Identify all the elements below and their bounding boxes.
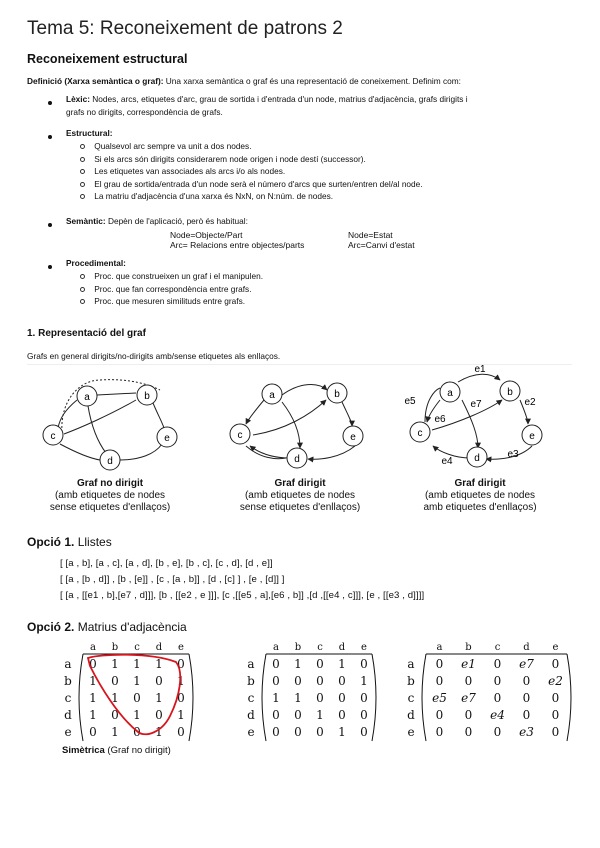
lexic-label: Lèxic:: [66, 94, 90, 104]
matrix-3-row-label: a: [407, 657, 415, 671]
graph1-label-c: c: [50, 431, 56, 442]
semantic-item: [66, 215, 248, 228]
graph1-label-e: e: [164, 433, 170, 444]
matrix-1-row-label: e: [64, 725, 72, 739]
matrix-2-header: e: [361, 642, 367, 653]
matrix-3-cell: e7: [461, 691, 476, 705]
matrix-2-cell: 1: [294, 691, 302, 705]
matrix-1-right-bracket: [189, 654, 193, 741]
matrix-3-cell: 0: [493, 674, 502, 688]
graph2-caption: Graf dirigit (amb etiquetes de nodes sense etiquetes d'enllaços): [239, 478, 361, 513]
matrix-3-header: e: [552, 642, 559, 653]
matrix-1-cell: 1: [155, 725, 163, 739]
matrix-1-cell: 0: [133, 691, 141, 705]
matrix-3-row-label: e: [407, 725, 415, 739]
matrix-3-cell: 0: [493, 691, 502, 705]
circle-bullet-icon: [80, 169, 85, 174]
edge-label-e1: e1: [474, 364, 486, 375]
bullet-icon: [48, 130, 52, 143]
matrix-1-header: b: [111, 642, 119, 653]
matrix-1-cell: 1: [133, 674, 141, 688]
section-heading: Reconeixement estructural: [27, 52, 188, 66]
circle-bullet-icon: [80, 182, 85, 187]
matrix-1-cell: 1: [89, 691, 97, 705]
semantic-col-1: [170, 230, 304, 250]
semantic-arc-change: Arc=Canvi d'estat: [348, 240, 415, 250]
graph1-label-a: a: [84, 392, 90, 403]
matrix-2-cell: 1: [360, 674, 368, 688]
matrix-3-cell: 0: [435, 674, 444, 688]
bullet-icon: [48, 96, 52, 109]
graph3-label-b: b: [507, 387, 513, 398]
semantic-text: Depèn de l'aplicació, però és habitual:: [105, 216, 248, 226]
graph2-label-c: c: [237, 430, 243, 441]
matrix-1-cell: 0: [89, 725, 97, 739]
matrix-3-cell: e4: [490, 708, 505, 722]
matrix-3-row-label: b: [407, 674, 415, 688]
representation-text: Grafs en general dirigits/no-dirigits amb/sense etiquetes als enllaços.: [27, 351, 281, 361]
matrix-2-cell: 1: [338, 657, 346, 671]
circle-bullet-icon: [80, 274, 85, 279]
matrix-1-header: e: [178, 642, 184, 653]
matrix-2-cell: 1: [294, 657, 302, 671]
semantic-arc-relation: Arc= Relacions entre objectes/parts: [170, 240, 305, 250]
matrix-3-row-label: c: [407, 691, 415, 705]
circle-bullet-icon: [80, 194, 85, 199]
matrix-1-row-label: c: [64, 691, 72, 705]
matrix-2-header: a: [273, 642, 279, 653]
option1-heading: Opció 1. Llistes: [27, 535, 112, 549]
lexic-text-1: Nodes, arcs, etiquetes d'arc, grau de sortida i d'entrada d'un node, matrius d'adjacència, grafs dirigits i: [89, 94, 468, 104]
edge-a-d: [88, 406, 106, 453]
representation-heading: 1. Representació del graf: [27, 328, 146, 339]
edge-a-b: [97, 393, 136, 395]
graph3-label-a: a: [447, 388, 453, 399]
matrix-2-cell: 0: [272, 674, 280, 688]
matrix-1-cell: 0: [89, 657, 97, 671]
procedimental-item: [66, 257, 126, 270]
matrix-1-cell: 1: [155, 657, 163, 671]
matrix-1-cell: 0: [177, 657, 185, 671]
matrix-3-cell: 0: [464, 708, 473, 722]
matrix-2-cell: 0: [294, 725, 302, 739]
matrix-3-cell: 0: [551, 691, 560, 705]
matrix-2-cell: 0: [316, 657, 324, 671]
lexic-item: [66, 93, 586, 118]
list-item: Proc. que fan correspondència entre grafs.: [80, 283, 263, 296]
matrix-3-header: a: [436, 642, 443, 653]
edge-label-e7: e7: [470, 399, 482, 410]
definition: [27, 75, 587, 87]
matrix-2-row-label: c: [247, 691, 255, 705]
matrix-2-row-label: e: [247, 725, 255, 739]
matrix-3-cell: 0: [493, 657, 502, 671]
matrix-3-cell: 0: [464, 674, 473, 688]
matrix-2-cell: 0: [316, 674, 324, 688]
matrix-2-cell: 0: [272, 708, 280, 722]
matrix-3-cell: 0: [464, 725, 473, 739]
symmetric-note: Simètrica (Graf no dirigit): [62, 745, 171, 756]
bullet-icon: [48, 218, 52, 231]
graph2-label-d: d: [294, 454, 300, 465]
matrix-1-cell: 1: [177, 708, 185, 722]
matrix-3-cell: 0: [493, 725, 502, 739]
edge-label-e6: e6: [434, 414, 446, 425]
matrix-3-cell: e2: [548, 674, 563, 688]
matrix-2-header: d: [338, 642, 346, 653]
matrix-1-cell: 0: [111, 674, 119, 688]
option2-heading: Opció 2. Matrius d'adjacència: [27, 620, 187, 634]
matrix-2-cell: 1: [272, 691, 280, 705]
matrix-2-cell: 0: [272, 657, 280, 671]
matrix-1-cell: 0: [155, 674, 163, 688]
definition-text: Una xarxa semàntica o graf és una representació de coneixement. Definim com:: [163, 76, 461, 86]
graph3-caption: Graf dirigit (amb etiquetes de nodes amb etiquetes d'enllaços): [423, 478, 537, 513]
graph3-label-e: e: [529, 431, 535, 442]
list-item: Si els arcs són dirigits considerarem node origen i node destí (successor).: [80, 153, 423, 166]
graph2-label-e: e: [350, 432, 356, 443]
matrix-1-cell: 1: [111, 657, 119, 671]
matrix-3-cell: 0: [435, 657, 444, 671]
estructural-list: [80, 140, 423, 203]
semantic-label: Semàntic:: [66, 216, 106, 226]
edge-label-e2: e2: [524, 397, 536, 408]
graph1-caption: Graf no dirigit (amb etiquetes de nodes sense etiquetes d'enllaços): [49, 478, 171, 513]
matrix-2-row-label: d: [247, 708, 255, 722]
lexic-text-2: grafs no dirigits, correspondència de grafs.: [66, 106, 223, 117]
semantic-col-2: [348, 230, 415, 250]
matrix-2-cell: 0: [360, 708, 368, 722]
matrix-2-cell: 1: [316, 708, 324, 722]
edge-b-e: [153, 403, 164, 428]
list-item: Proc. que mesuren similituds entre grafs.: [80, 295, 263, 308]
matrix-2-cell: 0: [294, 674, 302, 688]
matrix-3-cell: 0: [551, 657, 560, 671]
adjacency-matrices: [0, 636, 600, 746]
circle-bullet-icon: [80, 144, 85, 149]
procedimental-list: [80, 270, 263, 308]
matrix-1-cell: 1: [155, 691, 163, 705]
matrix-1-cell: 1: [111, 691, 119, 705]
matrix-1-header: a: [90, 642, 96, 653]
matrix-2-row-label: a: [247, 657, 255, 671]
matrix-3-cell: e1: [461, 657, 476, 671]
list-item: Qualsevol arc sempre va unit a dos nodes.: [80, 140, 423, 153]
matrix-1-row-label: a: [64, 657, 72, 671]
matrix-1-cell: 0: [155, 708, 163, 722]
matrix-1-row-label: b: [64, 674, 72, 688]
edge-label-e3: e3: [507, 449, 519, 460]
matrix-1-cell: 0: [177, 691, 185, 705]
matrix-3-right-bracket: [567, 654, 571, 741]
matrix-2-cell: 0: [272, 725, 280, 739]
graph3-label-d: d: [474, 453, 480, 464]
matrix-3-header: d: [523, 642, 530, 653]
matrix-3-cell: 0: [435, 725, 444, 739]
matrix-1-cell: 0: [177, 725, 185, 739]
estructural-label: Estructural:: [66, 128, 113, 138]
matrix-1-cell: 1: [133, 657, 141, 671]
matrix-2-cell: 0: [294, 708, 302, 722]
matrix-3-cell: 0: [522, 708, 531, 722]
matrix-3-left-bracket: [422, 654, 426, 741]
matrix-2-left-bracket: [262, 654, 266, 741]
matrix-2-cell: 1: [338, 725, 346, 739]
edge-label-e5: e5: [404, 396, 416, 407]
matrix-2-cell: 0: [338, 708, 346, 722]
list-item: Les etiquetes van associades als arcs i/o als nodes.: [80, 165, 423, 178]
matrix-3-cell: 0: [551, 708, 560, 722]
matrix-1-row-label: d: [64, 708, 72, 722]
matrix-1-cell: 0: [133, 725, 141, 739]
matrix-1-left-bracket: [79, 654, 83, 741]
procedimental-label: Procedimental:: [66, 258, 126, 268]
list-line: [ [a , [[e1 , b],[e7 , d]]], [b , [[e2 , e ]]], [c ,[[e5 , a],[e6 , b]] ,[d ,[[e4 , c]]], [e , [[e3 , d]]]]: [60, 590, 425, 601]
matrix-3-cell: 0: [522, 691, 531, 705]
matrix-1-cell: 1: [89, 708, 97, 722]
graph3-label-c: c: [417, 428, 423, 439]
semantic-node-object: Node=Objecte/Part: [170, 230, 243, 240]
edge-a-c: [58, 400, 77, 428]
matrix-3-cell: e7: [519, 657, 534, 671]
matrix-1-cell: 1: [111, 725, 119, 739]
matrix-2-cell: 0: [360, 691, 368, 705]
matrix-3-cell: e5: [432, 691, 447, 705]
matrix-3-row-label: d: [407, 708, 415, 722]
matrix-2-cell: 0: [360, 657, 368, 671]
matrix-2-row-label: b: [247, 674, 255, 688]
graph2-label-a: a: [269, 390, 275, 401]
edge-b-c: [64, 400, 136, 434]
matrix-3-cell: 0: [522, 674, 531, 688]
matrix-3-cell: 0: [435, 708, 444, 722]
bullet-icon: [48, 260, 52, 273]
list-line: [ [a , b], [a , c], [a , d], [b , e], [b , c], [c , d], [d , e]]: [60, 558, 273, 569]
graph-figures: [0, 360, 600, 478]
matrix-2-cell: 0: [338, 691, 346, 705]
matrix-2-header: b: [294, 642, 302, 653]
graph1-label-b: b: [144, 391, 150, 402]
circle-bullet-icon: [80, 287, 85, 292]
matrix-2-cell: 0: [316, 725, 324, 739]
edge-label-e4: e4: [441, 456, 453, 467]
list-item: Proc. que construeixen un graf i el manipulen.: [80, 270, 263, 283]
matrix-1-cell: 1: [133, 708, 141, 722]
matrix-1-cell: 1: [177, 674, 185, 688]
list-item: El grau de sortida/entrada d'un node serà el número d'arcs que surten/entren del/al node.: [80, 178, 423, 191]
matrix-3-header: b: [465, 642, 472, 653]
matrix-3-cell: e3: [519, 725, 534, 739]
estructural-item: [66, 127, 113, 140]
matrix-1-cell: 0: [111, 708, 119, 722]
edge-c-d: [60, 444, 100, 460]
matrix-1-cell: 1: [89, 674, 97, 688]
matrix-1-header: c: [134, 642, 140, 653]
list-item: La matriu d'adjacència d'una xarxa és NxN, on N:núm. de nodes.: [80, 190, 423, 203]
edge-d-e: [119, 444, 162, 460]
matrix-3-header: c: [494, 642, 501, 653]
list-line: [ [a , [b , d]] , [b , [e]] , [c , [a , b]] , [d , [c] ] , [e , [d]] ]: [60, 574, 285, 585]
circle-bullet-icon: [80, 157, 85, 162]
definition-label: Definició (Xarxa semàntica o graf):: [27, 76, 164, 86]
matrix-2-cell: 0: [338, 674, 346, 688]
page-title: Tema 5: Reconeixement de patrons 2: [27, 18, 343, 39]
matrix-2-header: c: [317, 642, 323, 653]
graph1-label-d: d: [107, 456, 113, 467]
matrix-2-cell: 0: [316, 691, 324, 705]
matrix-1-header: d: [155, 642, 163, 653]
semantic-node-state: Node=Estat: [348, 230, 393, 240]
matrix-2-right-bracket: [372, 654, 376, 741]
circle-bullet-icon: [80, 299, 85, 304]
matrix-2-cell: 0: [360, 725, 368, 739]
graph2-label-b: b: [334, 389, 340, 400]
matrix-3-cell: 0: [551, 725, 560, 739]
option1-lists: [60, 556, 424, 604]
